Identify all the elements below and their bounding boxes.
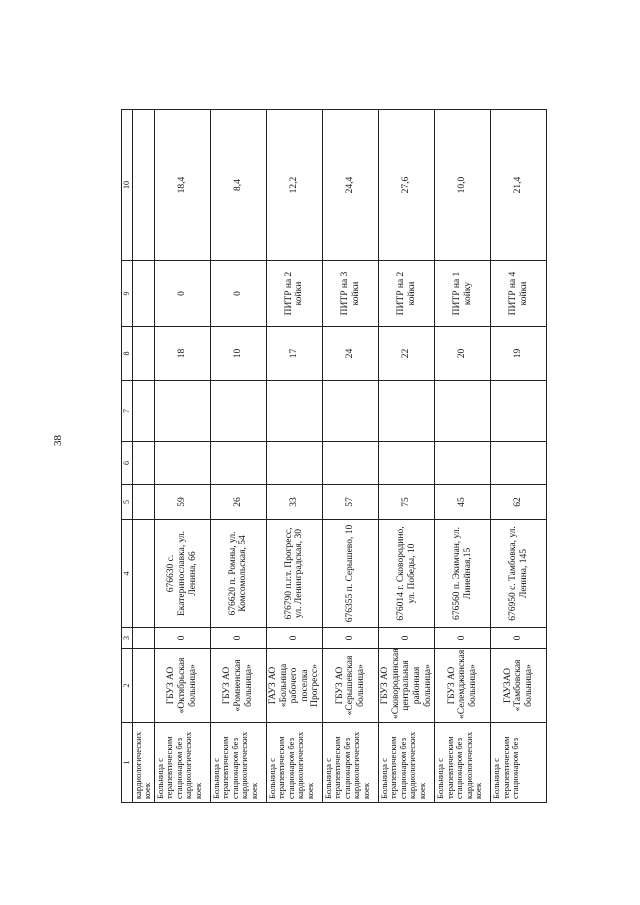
- facility-type-cell: Больница с терапевтическим стационаром без кардиологических коек: [435, 723, 491, 803]
- column-number: 7: [122, 381, 133, 442]
- table-cell: 10: [210, 327, 266, 381]
- organization-cell: ГБУЗ АО «Октябрьская больница»: [154, 649, 210, 723]
- table-cell: ПИТР на 2 койки: [266, 261, 322, 327]
- table-cell: 19: [491, 327, 547, 381]
- table-cell: 75: [379, 485, 435, 520]
- column-number: 1: [122, 723, 133, 803]
- facility-type-cell: Больница с терапевтическим стационаром без: [491, 723, 547, 803]
- table-cell: 0: [210, 261, 266, 327]
- table-cell: [154, 381, 210, 442]
- column-number: 9: [122, 261, 133, 327]
- table-cell: [266, 381, 322, 442]
- organization-cell: ГБУЗ АО «Селемджинская больница»: [435, 649, 491, 723]
- table-cell: [323, 442, 379, 485]
- address-cell: 676630 с. Екатеринославка, ул. Ленина, 66: [154, 520, 210, 628]
- table-cell: 0: [210, 628, 266, 649]
- table-cell: 57: [323, 485, 379, 520]
- table-cell: 18: [154, 327, 210, 381]
- table-cell: 22: [379, 327, 435, 381]
- table-cell: 0: [435, 628, 491, 649]
- table-cell: 10,0: [435, 110, 491, 261]
- address-cell: 676620 п. Ромны, ул. Комсомольская, 54: [210, 520, 266, 628]
- table-cell: ПИТР на 4 койки: [491, 261, 547, 327]
- column-number: 8: [122, 327, 133, 381]
- table-cell: [154, 442, 210, 485]
- table-cell: 26: [210, 485, 266, 520]
- table-cell: [379, 381, 435, 442]
- table-cell: [133, 381, 155, 442]
- table-cell: 0: [154, 261, 210, 327]
- table-cell: ПИТР на 3 койки: [323, 261, 379, 327]
- address-cell: 676355 п. Серышево, 10: [323, 520, 379, 628]
- organization-cell: ГБУЗ АО «Ромненская больница»: [210, 649, 266, 723]
- table-cell: 24: [323, 327, 379, 381]
- table-cell: [133, 520, 155, 628]
- table-cell: 62: [491, 485, 547, 520]
- table-cell: 18,4: [154, 110, 210, 261]
- address-cell: 676014 г. Сковородино, ул. Победы, 10: [379, 520, 435, 628]
- table-cell: ПИТР на 1 койку: [435, 261, 491, 327]
- column-number: 3: [122, 628, 133, 649]
- table-cell: 0: [379, 628, 435, 649]
- column-number: 10: [122, 110, 133, 261]
- table-row: [210, 110, 266, 803]
- table-row: [379, 110, 435, 803]
- facility-type-cell: Больница с терапевтическим стационаром без кардиологических коек: [210, 723, 266, 803]
- page-number: 38: [52, 435, 64, 446]
- table-cell: [210, 442, 266, 485]
- table-cell: 33: [266, 485, 322, 520]
- table-cell: [435, 442, 491, 485]
- table-cell: 45: [435, 485, 491, 520]
- organization-cell: ГАУЗ АО «Больница рабочего поселка Прогресс»: [266, 649, 322, 723]
- column-number: 4: [122, 520, 133, 628]
- table-row: [435, 110, 491, 803]
- table-cell: ПИТР на 2 койки: [379, 261, 435, 327]
- organization-cell: ГАУЗАО «Тамбовская больница»: [491, 649, 547, 723]
- table-cell: [133, 327, 155, 381]
- table-container: [121, 110, 532, 803]
- table-cell: [435, 381, 491, 442]
- address-cell: 676950 с. Тамбовка, ул. Ленина, 145: [491, 520, 547, 628]
- table-cell: 0: [266, 628, 322, 649]
- table-cell: [491, 442, 547, 485]
- table-cell: [379, 442, 435, 485]
- table-cell: [133, 628, 155, 649]
- facility-type-cell: Больница с терапевтическим стационаром без кардиологических коек: [154, 723, 210, 803]
- table-cell: [133, 442, 155, 485]
- table-cell: 0: [323, 628, 379, 649]
- continued-row: [133, 110, 155, 803]
- table-cell: [323, 381, 379, 442]
- table-row: [491, 110, 547, 803]
- table-cell: [133, 110, 155, 261]
- hospital-table: [121, 109, 547, 803]
- table-cell: 20: [435, 327, 491, 381]
- column-number: 5: [122, 485, 133, 520]
- table-cell: 21,4: [491, 110, 547, 261]
- table-cell: 59: [154, 485, 210, 520]
- organization-cell: ГБУЗ АО «Серышевская больница»: [323, 649, 379, 723]
- table-cell: 8,4: [210, 110, 266, 261]
- table-cell: 0: [154, 628, 210, 649]
- table-cell: [133, 649, 155, 723]
- column-number: 6: [122, 442, 133, 485]
- table-cell: [210, 381, 266, 442]
- facility-type-cell: Больница с терапевтическим стационаром без кардиологических коек: [379, 723, 435, 803]
- table-cell: 24,4: [323, 110, 379, 261]
- table-row: [154, 110, 210, 803]
- table-cell: 17: [266, 327, 322, 381]
- table-cell: 27,6: [379, 110, 435, 261]
- table-cell: [133, 485, 155, 520]
- table-cell: [133, 261, 155, 327]
- table-cell: 12,2: [266, 110, 322, 261]
- address-cell: 676560 п. Экимчан, ул. Линейная,15: [435, 520, 491, 628]
- table-cell: [266, 442, 322, 485]
- organization-cell: ГБУЗ АО «Сковородинская центральная районная больница»: [379, 649, 435, 723]
- column-number-row: [122, 110, 133, 803]
- table-row: [266, 110, 322, 803]
- table-cell: кардиологических коек: [133, 723, 155, 803]
- facility-type-cell: Больница с терапевтическим стационаром без кардиологических коек: [266, 723, 322, 803]
- table-cell: 0: [491, 628, 547, 649]
- table-row: [323, 110, 379, 803]
- facility-type-cell: Больница с терапевтическим стационаром без кардиологических коек: [323, 723, 379, 803]
- column-number: 2: [122, 649, 133, 723]
- table-cell: [491, 381, 547, 442]
- address-cell: 676790 п.г.т. Прогресс, ул. Ленинградская, 30: [266, 520, 322, 628]
